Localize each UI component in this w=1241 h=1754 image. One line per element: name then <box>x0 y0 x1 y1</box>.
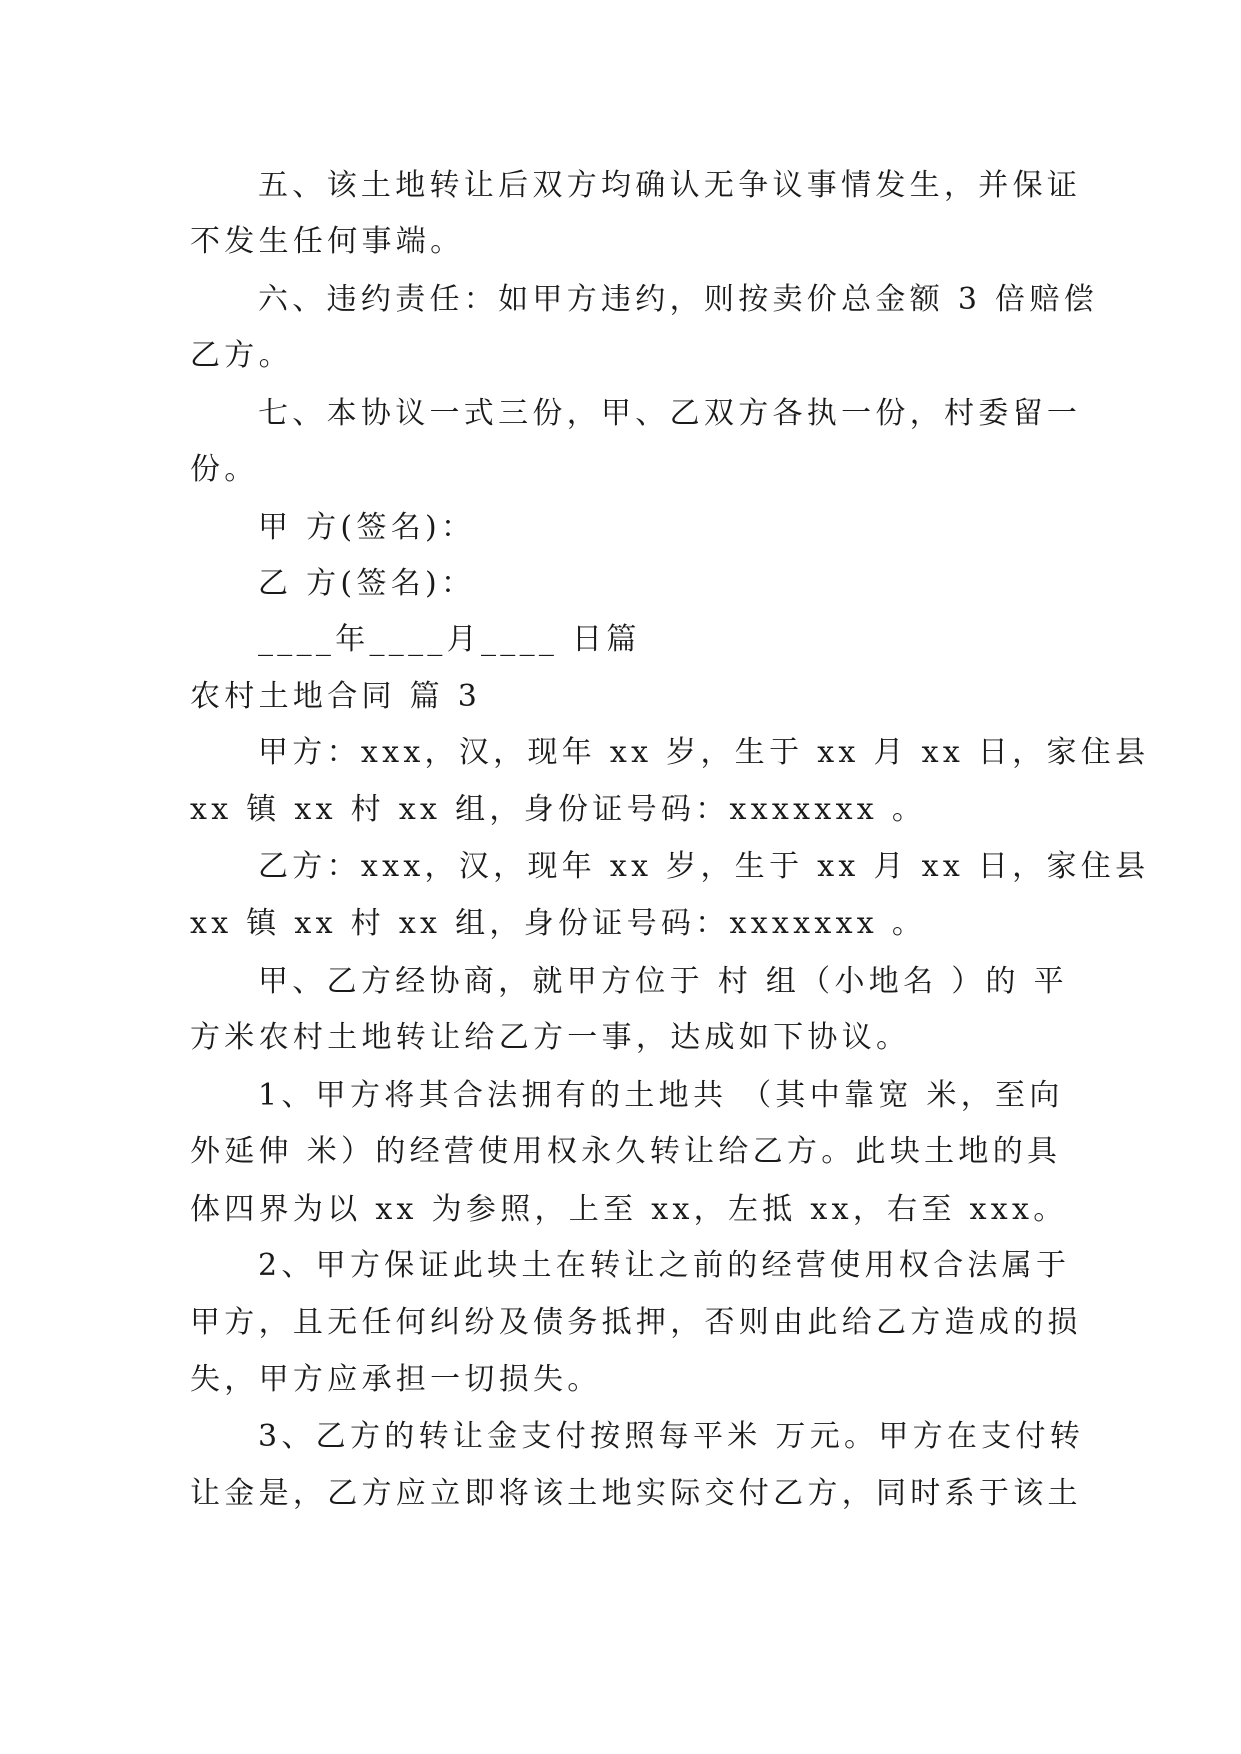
party-a-info-line-1: 甲方：xxx，汉，现年 xx 岁，生于 xx 月 xx 日，家住县 <box>258 735 1150 770</box>
party-b-signature: 乙 方(签名)： <box>258 566 476 601</box>
article-3-line-1: 3、乙方的转让金支付按照每平米 万元。甲方在支付转 <box>258 1419 1085 1454</box>
article-3-line-2: 让金是，乙方应立即将该土地实际交付乙方，同时系于该土 <box>190 1476 1082 1511</box>
clause-7-line-2: 份。 <box>190 452 259 487</box>
signature-date: ____年____月____ 日篇 <box>258 622 641 657</box>
preamble-line-2: 方米农村土地转让给乙方一事，达成如下协议。 <box>190 1020 911 1055</box>
clause-5-line-2: 不发生任何事端。 <box>190 224 465 259</box>
clause-5-line-1: 五、该土地转让后双方均确认无争议事情发生，并保证 <box>258 168 1082 203</box>
clause-6-line-1: 六、违约责任：如甲方违约，则按卖价总金额 3 倍赔偿 <box>258 282 1098 317</box>
party-b-info-line-1: 乙方：xxx，汉，现年 xx 岁，生于 xx 月 xx 日，家住县 <box>258 849 1150 884</box>
party-a-signature: 甲 方(签名)： <box>258 510 476 545</box>
article-1-line-1: 1、甲方将其合法拥有的土地共 （其中靠宽 米，至向 <box>258 1078 1064 1113</box>
party-b-info-line-2: xx 镇 xx 村 xx 组，身份证号码：xxxxxxx 。 <box>190 906 927 941</box>
party-a-info-line-2: xx 镇 xx 村 xx 组，身份证号码：xxxxxxx 。 <box>190 792 927 827</box>
article-1-line-3: 体四界为以 xx 为参照，上至 xx，左抵 xx，右至 xxx。 <box>190 1192 1068 1227</box>
article-2-line-1: 2、甲方保证此块土在转让之前的经营使用权合法属于 <box>258 1248 1071 1283</box>
preamble-line-1: 甲、乙方经协商，就甲方位于 村 组（小地名 ）的 平 <box>258 964 1068 999</box>
clause-7-line-1: 七、本协议一式三份，甲、乙双方各执一份，村委留一 <box>258 396 1082 431</box>
section-heading: 农村土地合同 篇 3 <box>190 679 482 714</box>
clause-6-line-2: 乙方。 <box>190 338 293 373</box>
article-2-line-3: 失，甲方应承担一切损失。 <box>190 1362 602 1397</box>
article-2-line-2: 甲方，且无任何纠纷及债务抵押，否则由此给乙方造成的损 <box>190 1305 1082 1340</box>
article-1-line-2: 外延伸 米）的经营使用权永久转让给乙方。此块土地的具 <box>190 1134 1062 1169</box>
